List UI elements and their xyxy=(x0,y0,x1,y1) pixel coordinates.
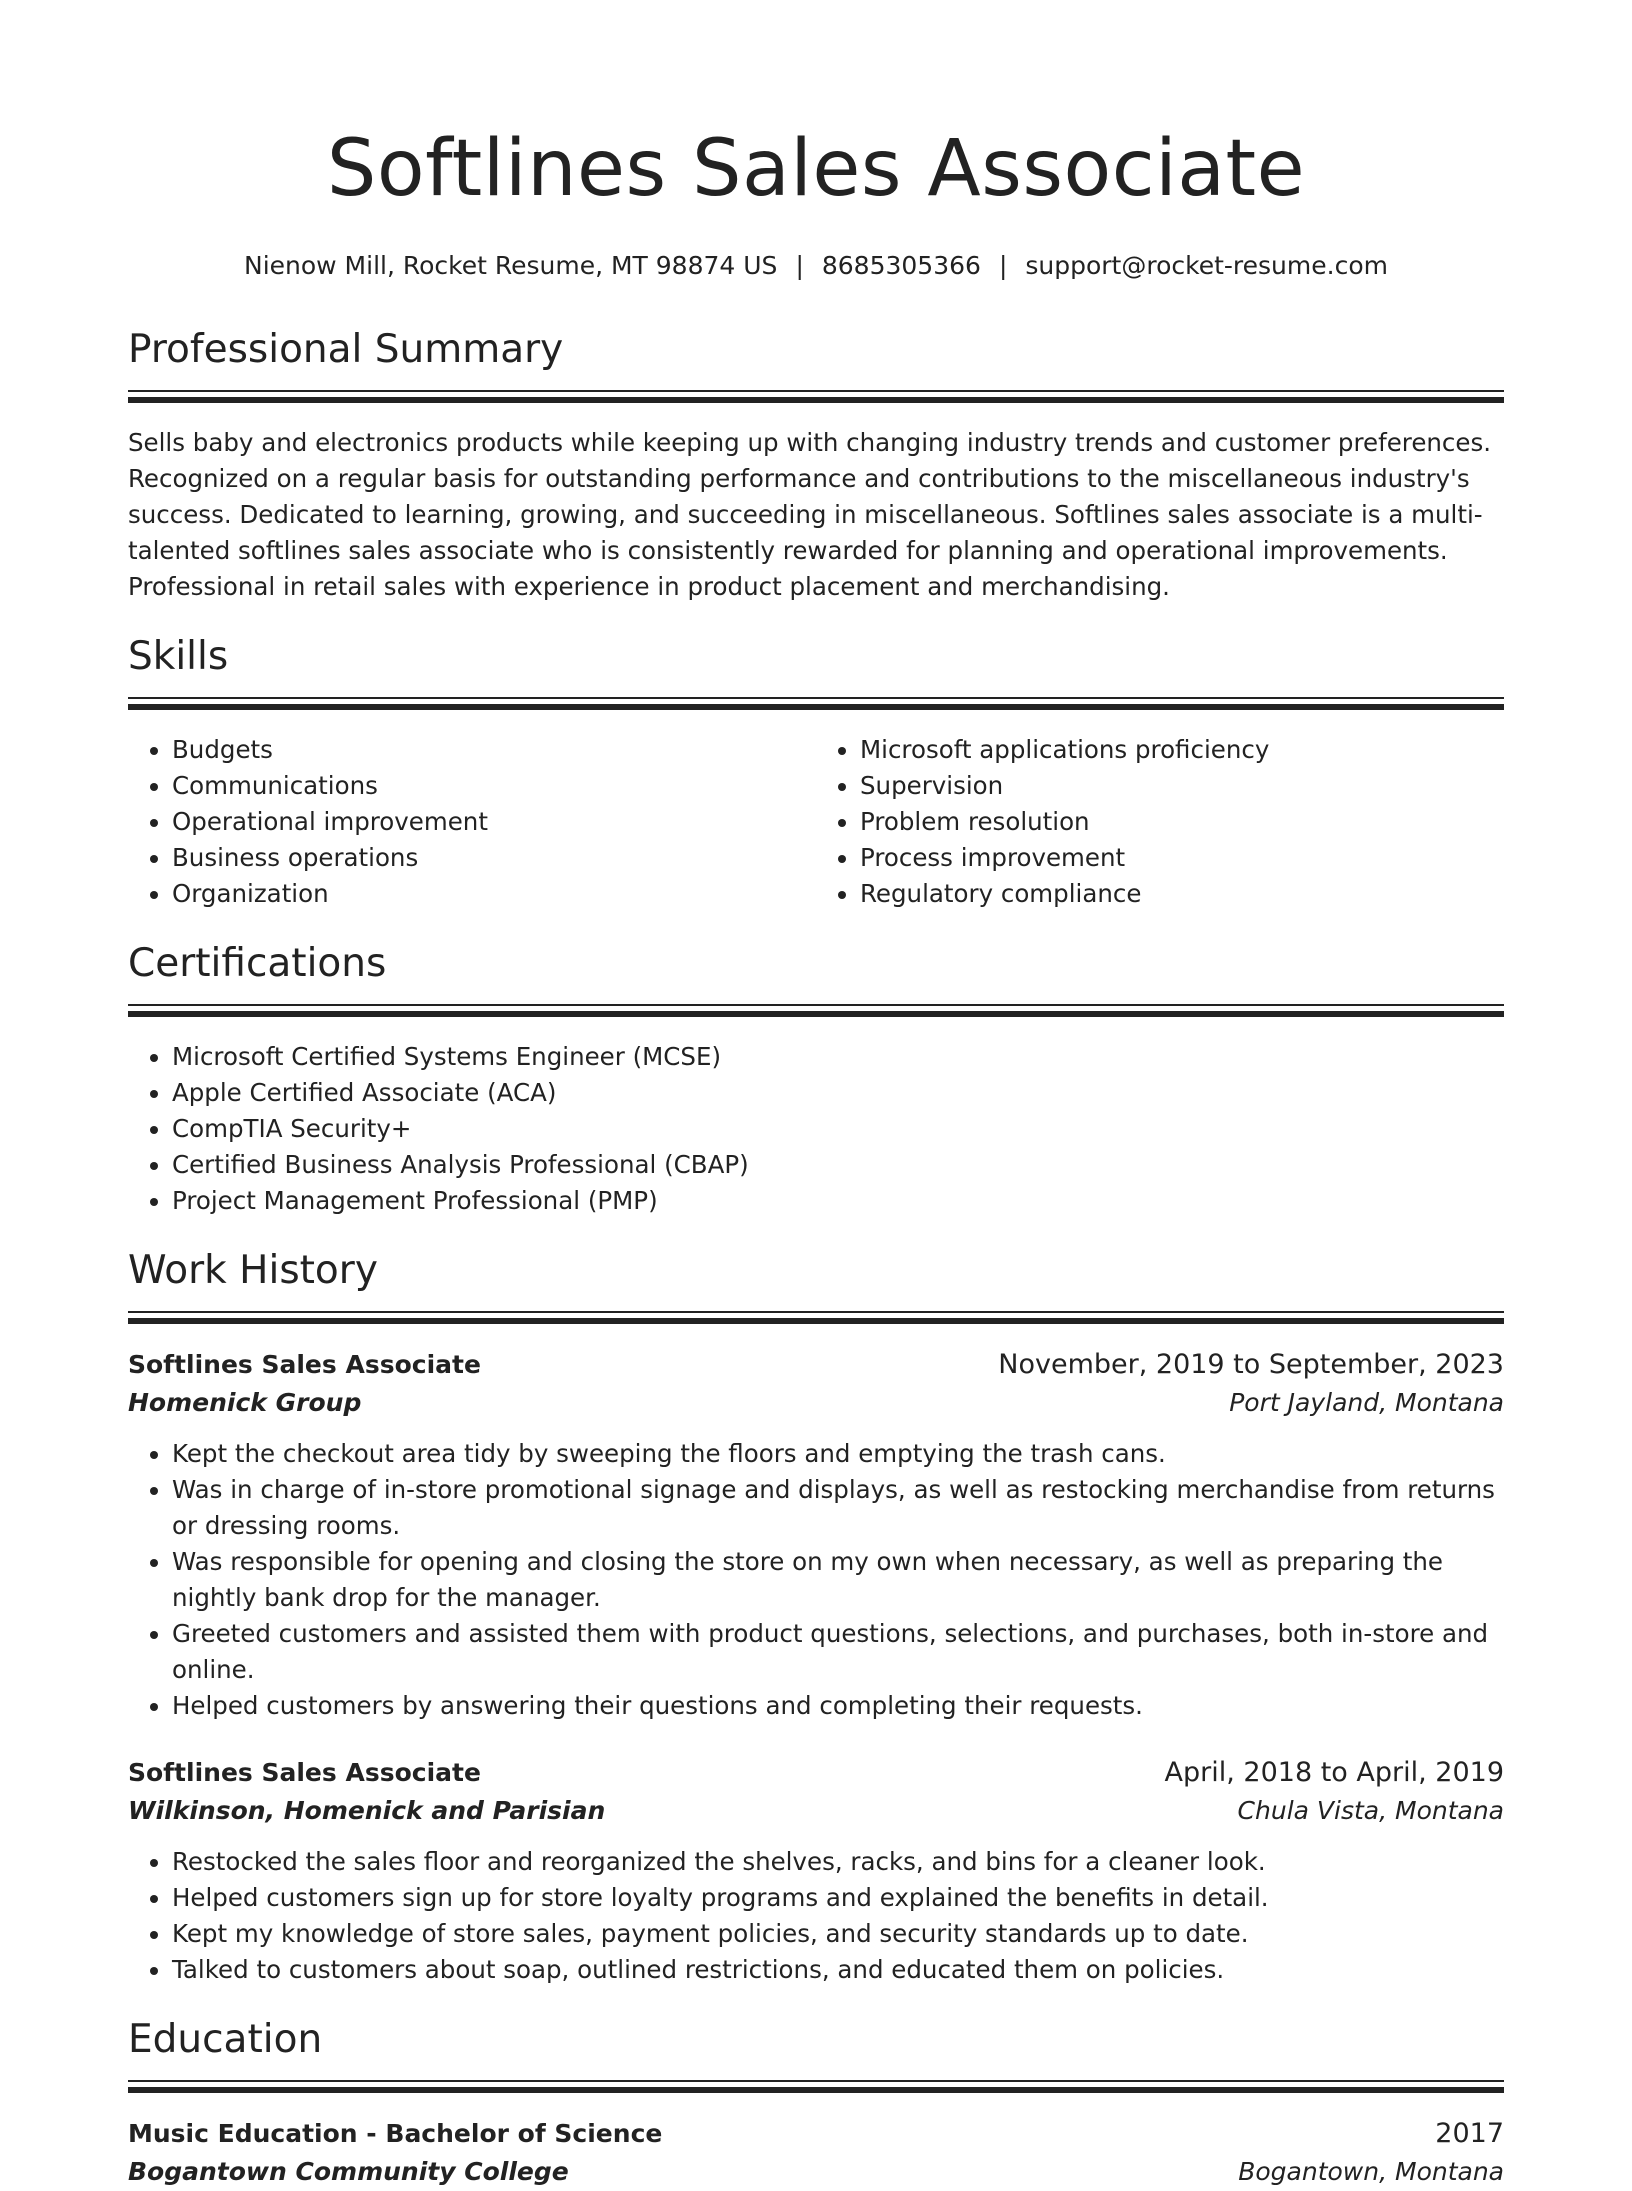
section-title-skills: Skills xyxy=(128,634,229,679)
section-divider xyxy=(128,2080,1504,2093)
job-bullet: • Kept my knowledge of store sales, payment policies, and security standards up to date. xyxy=(172,1916,1504,1952)
education-year: 2017 xyxy=(1435,2118,1504,2149)
skill-item: • Business operations xyxy=(172,840,816,876)
certifications-section xyxy=(128,940,1504,1219)
section-title-work-history: Work History xyxy=(128,1248,378,1293)
work-history-section xyxy=(128,1247,1504,1988)
job-dates: November, 2019 to September, 2023 xyxy=(998,1349,1504,1380)
certification-item: • Certified Business Analysis Professional (CBAP) xyxy=(172,1147,1504,1183)
summary-text: Sells baby and electronics products while keeping up with changing industry trends and customer preferences. Recognized on a regular basis for outstanding performance and contributions to the miscellaneous industry's success. Dedicated to learning, growing, and succeeding in miscellaneous. Softlines sales associate is a multi-talented softlines sales associate who is consistently rewarded for planning and operational improvements. Professional in retail sales with experience in product placement and merchandising. xyxy=(128,428,1492,601)
job-bullet: • Talked to customers about soap, outlined restrictions, and educated them on policies. xyxy=(172,1952,1504,1988)
certification-item: • Project Management Professional (PMP) xyxy=(172,1183,1504,1219)
contact-line xyxy=(128,250,1504,282)
job-bullet: • Restocked the sales floor and reorganized the shelves, racks, and bins for a cleaner look. xyxy=(172,1844,1504,1880)
job-bullet: • Greeted customers and assisted them with product questions, selections, and purchases, both in-store and online. xyxy=(172,1616,1504,1688)
contact-phone: 8685305366 xyxy=(821,251,981,280)
education-section xyxy=(128,2016,1504,2191)
section-title-summary: Professional Summary xyxy=(128,327,564,372)
skill-item: • Communications xyxy=(172,768,816,804)
education-location: Bogantown, Montana xyxy=(1238,2157,1504,2186)
skills-list-right xyxy=(816,732,1504,912)
job-bullet: • Helped customers by answering their questions and completing their requests. xyxy=(172,1688,1504,1724)
contact-email: support@rocket-resume.com xyxy=(1025,251,1388,280)
job-entry xyxy=(128,1346,1504,1724)
section-title-education: Education xyxy=(128,2017,323,2062)
contact-separator: | xyxy=(998,251,1008,280)
section-title-certifications: Certifications xyxy=(128,941,387,986)
skill-item: • Organization xyxy=(172,876,816,912)
job-bullet: • Was responsible for opening and closing the store on my own when necessary, as well as preparing the nightly bank drop for the manager. xyxy=(172,1544,1504,1616)
job-company: Homenick Group xyxy=(128,1388,362,1417)
certifications-list xyxy=(128,1039,1504,1219)
skill-item: • Operational improvement xyxy=(172,804,816,840)
certification-item: • CompTIA Security+ xyxy=(172,1111,1504,1147)
job-bullet: • Was in charge of in-store promotional signage and displays, as well as restocking merchandise from returns or dressing rooms. xyxy=(172,1472,1504,1544)
job-location: Chula Vista, Montana xyxy=(1237,1796,1504,1825)
education-degree: Music Education - Bachelor of Science xyxy=(128,2119,663,2148)
skill-item: • Supervision xyxy=(860,768,1504,804)
skill-item: • Regulatory compliance xyxy=(860,876,1504,912)
resume-name: Softlines Sales Associate xyxy=(326,124,1306,214)
skills-list-left xyxy=(128,732,816,912)
certification-item: • Microsoft Certified Systems Engineer (MCSE) xyxy=(172,1039,1504,1075)
certification-item: • Apple Certified Associate (ACA) xyxy=(172,1075,1504,1111)
section-divider xyxy=(128,390,1504,403)
skill-item: • Process improvement xyxy=(860,840,1504,876)
job-location: Port Jayland, Montana xyxy=(1229,1388,1504,1417)
job-bullet: • Helped customers sign up for store loyalty programs and explained the benefits in detail. xyxy=(172,1880,1504,1916)
job-bullet: • Kept the checkout area tidy by sweeping the floors and emptying the trash cans. xyxy=(172,1436,1504,1472)
skill-item: • Problem resolution xyxy=(860,804,1504,840)
skill-item: • Microsoft applications proficiency xyxy=(860,732,1504,768)
summary-section xyxy=(128,326,1504,605)
job-title: Softlines Sales Associate xyxy=(128,1758,481,1787)
skills-section xyxy=(128,633,1504,912)
contact-address: Nienow Mill, Rocket Resume, MT 98874 US xyxy=(244,251,778,280)
education-school: Bogantown Community College xyxy=(128,2157,569,2186)
section-divider xyxy=(128,1004,1504,1017)
skills-columns xyxy=(128,732,1504,912)
contact-separator: | xyxy=(795,251,804,280)
section-divider xyxy=(128,697,1504,710)
job-bullets xyxy=(128,1844,1504,1988)
job-bullets xyxy=(128,1436,1504,1724)
job-dates: April, 2018 to April, 2019 xyxy=(1164,1757,1504,1788)
job-title: Softlines Sales Associate xyxy=(128,1350,481,1379)
skill-item: • Budgets xyxy=(172,732,816,768)
job-entry xyxy=(128,1754,1504,1988)
job-company: Wilkinson, Homenick and Parisian xyxy=(128,1796,606,1825)
section-divider xyxy=(128,1311,1504,1324)
